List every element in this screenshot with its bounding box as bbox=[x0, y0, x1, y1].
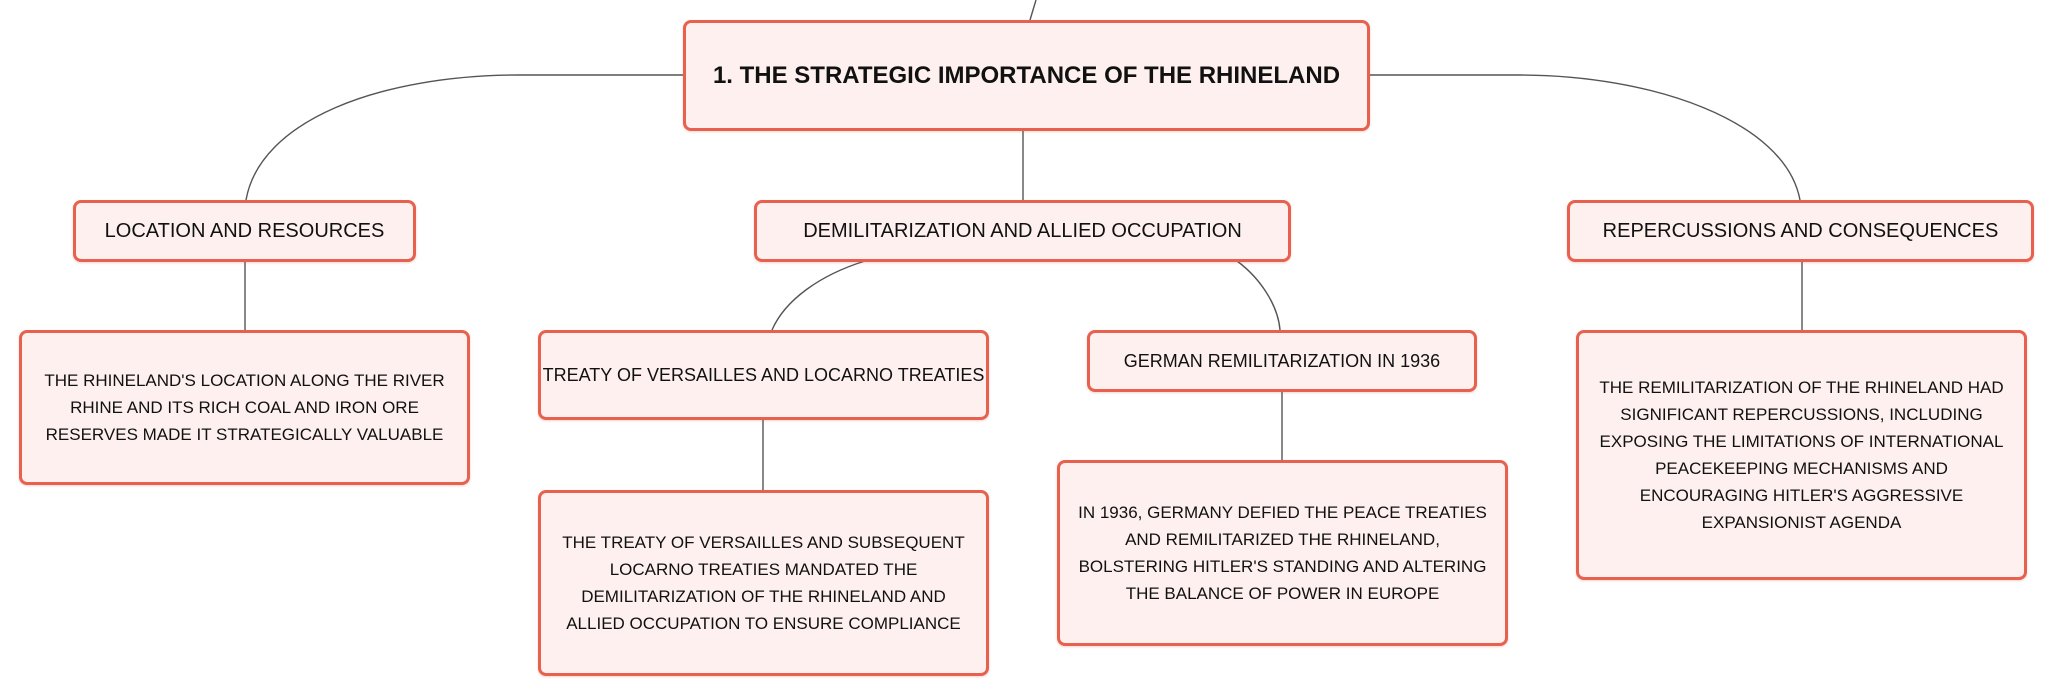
connector-demil-remil bbox=[1237, 261, 1280, 330]
root-topic[interactable] bbox=[683, 20, 1370, 131]
topic-demilitarization[interactable] bbox=[754, 200, 1291, 262]
connector-demil-treaty bbox=[772, 261, 865, 330]
connector-root-repercussions bbox=[1370, 75, 1800, 200]
detail-treaty-versailles[interactable] bbox=[538, 490, 989, 676]
topic-repercussions-label: REPERCUSSIONS AND CONSEQUENCES bbox=[1602, 219, 1999, 242]
topic-repercussions[interactable] bbox=[1567, 200, 2034, 262]
subtopic-remilitarization-1936[interactable] bbox=[1087, 330, 1477, 392]
detail-repercussions[interactable] bbox=[1576, 330, 2027, 580]
subtopic-treaty-versailles-label: TREATY OF VERSAILLES AND LOCARNO TREATIES bbox=[542, 364, 985, 385]
detail-treaty-versailles-text: THE TREATY OF VERSAILLES AND SUBSEQUENT LOCARNO TREATIES MANDATED THE DEMILITARIZATION OF THE RHINELAND AND ALLIED OCCUPATION TO ENSURE COMPLIANCE bbox=[562, 533, 965, 633]
root-topic-label: 1. THE STRATEGIC IMPORTANCE OF THE RHINELAND bbox=[712, 61, 1341, 89]
detail-location-resources-text: THE RHINELAND'S LOCATION ALONG THE RIVER RHINE AND ITS RICH COAL AND IRON ORE RESERVES MADE IT STRATEGICALLY VALUABLE bbox=[44, 371, 445, 444]
subtopic-remilitarization-1936-label: GERMAN REMILITARIZATION IN 1936 bbox=[1123, 350, 1441, 371]
topic-demilitarization-label: DEMILITARIZATION AND ALLIED OCCUPATION bbox=[803, 219, 1242, 242]
detail-remilitarization-1936-text: IN 1936, GERMANY DEFIED THE PEACE TREATIES AND REMILITARIZED THE RHINELAND, BOLSTERING HITLER'S STANDING AND ALTERING THE BALANCE OF POWER IN EUROPE bbox=[1078, 503, 1487, 603]
topic-location-resources[interactable] bbox=[73, 200, 416, 262]
subtopic-treaty-versailles[interactable] bbox=[538, 330, 989, 420]
connector-root-location bbox=[246, 75, 683, 200]
detail-remilitarization-1936[interactable] bbox=[1057, 460, 1508, 646]
connector-root-parent bbox=[1030, 0, 1036, 20]
topic-location-resources-label: LOCATION AND RESOURCES bbox=[104, 219, 385, 242]
detail-location-resources[interactable] bbox=[19, 330, 470, 485]
detail-repercussions-text: THE REMILITARIZATION OF THE RHINELAND HAD SIGNIFICANT REPERCUSSIONS, INCLUDING EXPOSING THE LIMITATIONS OF INTERNATIONAL PEACEKEEPING MECHANISMS AND ENCOURAGING HITLER'S AGGRESSIVE EXPANSIONIST AGENDA bbox=[1599, 378, 2004, 532]
